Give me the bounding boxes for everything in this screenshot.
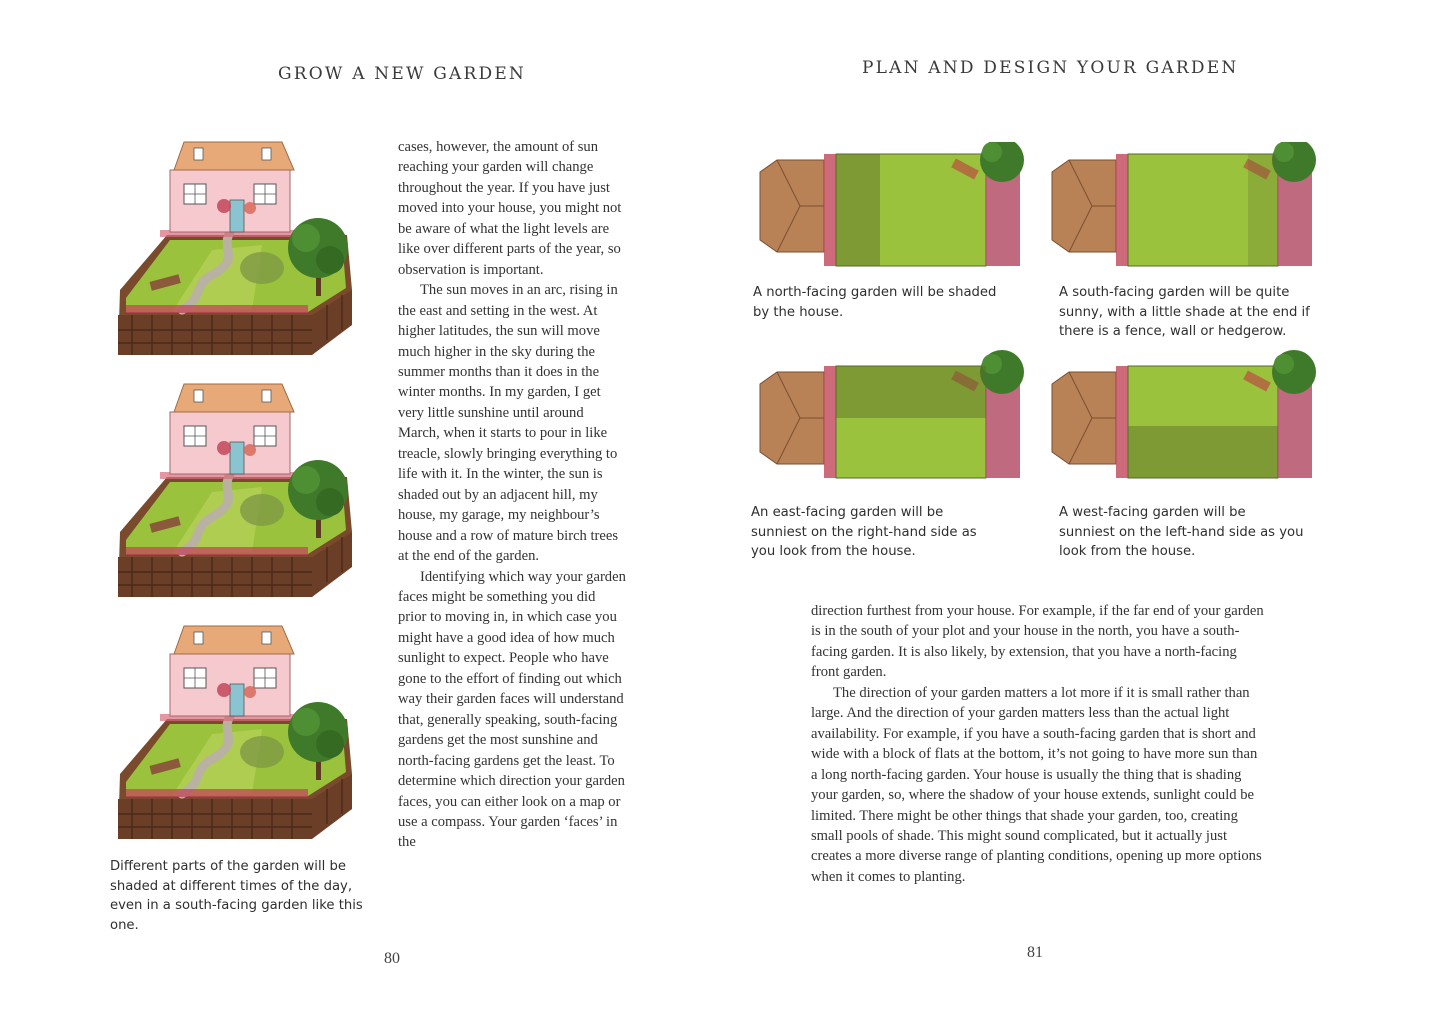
- cottage-garden-drawings: [112, 140, 362, 850]
- paragraph: direction furthest from your house. For example, if the far end of your garden is in the south of your plot and your house in the north, you have a south-facing garden. It is also likely, by extension, that you have a north-facing front garden.: [811, 603, 1264, 681]
- right-page: [722, 0, 1445, 1033]
- plan-caption-east: An east-facing garden will be sunniest on the right-hand side as you look from the house.: [751, 505, 977, 559]
- running-head-left: GROW A NEW GARDEN: [278, 64, 527, 84]
- body-text-right: [811, 601, 1266, 887]
- paragraph: The direction of your garden matters a lot more if it is small rather than large. And the direction of your garden matters less than the actual light availability. For example, if you have a south-facing garden that is short and wide with a block of flats at the bottom, it’s not going to have more sun than a long north-facing garden. Your house is usually the thing that is shading your garden, so, where the shadow of your house extends, sunlight could be limited. There might be other things that shade your garden, too, creating small pools of shade. This might sound complicated, but it actually just creates a more diverse range of planting conditions, opening up more options when it comes to planting.: [811, 684, 1262, 885]
- paragraph: cases, however, the amount of sun reaching your garden will change throughout the year. If you have just moved into your house, you might not be aware of what the light levels are like over different parts of the year, so observation is important.: [398, 139, 622, 278]
- paragraph: Identifying which way your garden faces might be something you did prior to moving in, in which case you might have a good idea of how much sunlight to expect. People who have gone to the effort of finding out which way their garden faces will understand that, generally speaking, south-facing gardens get the most sunshine and north-facing gardens get the least. To determine which direction your garden faces, you can either look on a map or use a compass. Your garden ‘faces’ in the: [398, 568, 626, 851]
- north-facing-plan: [760, 142, 1024, 266]
- left-page: [0, 0, 722, 1033]
- south-facing-plan: [1052, 142, 1316, 266]
- running-head-right: PLAN AND DESIGN YOUR GARDEN: [862, 58, 1239, 78]
- figure-caption-left: Different parts of the garden will be shaded at different times of the day, even in a south-facing garden like this one.: [110, 859, 363, 933]
- cottage-garden-illustration: [112, 140, 362, 850]
- plan-caption-north: A north-facing garden will be shaded by the house.: [753, 285, 997, 320]
- plan-caption-south: A south-facing garden will be quite sunny, with a little shade at the end if there is a fence, wall or hedgerow.: [1059, 285, 1310, 339]
- body-text-left: [398, 137, 626, 853]
- paragraph: The sun moves in an arc, rising in the east and setting in the west. At higher latitudes, the sun will move much higher in the sky during the summer months than it does in the winter months. In my garden, I get very little sunshine until around March, when it starts to pour in like treacle, slowly bringing everything to life with it. In the winter, the sun is shaded out by an adjacent hill, my house, my garage, my neighbour’s house and a row of mature birch trees at the end of the garden.: [398, 282, 619, 565]
- page-number-left: 80: [384, 950, 400, 967]
- page-number-right: 81: [1027, 944, 1043, 961]
- east-facing-plan: [760, 350, 1024, 478]
- plan-caption-west: A west-facing garden will be sunniest on the left-hand side as you look from the house.: [1059, 505, 1304, 559]
- west-facing-plan: [1052, 350, 1316, 478]
